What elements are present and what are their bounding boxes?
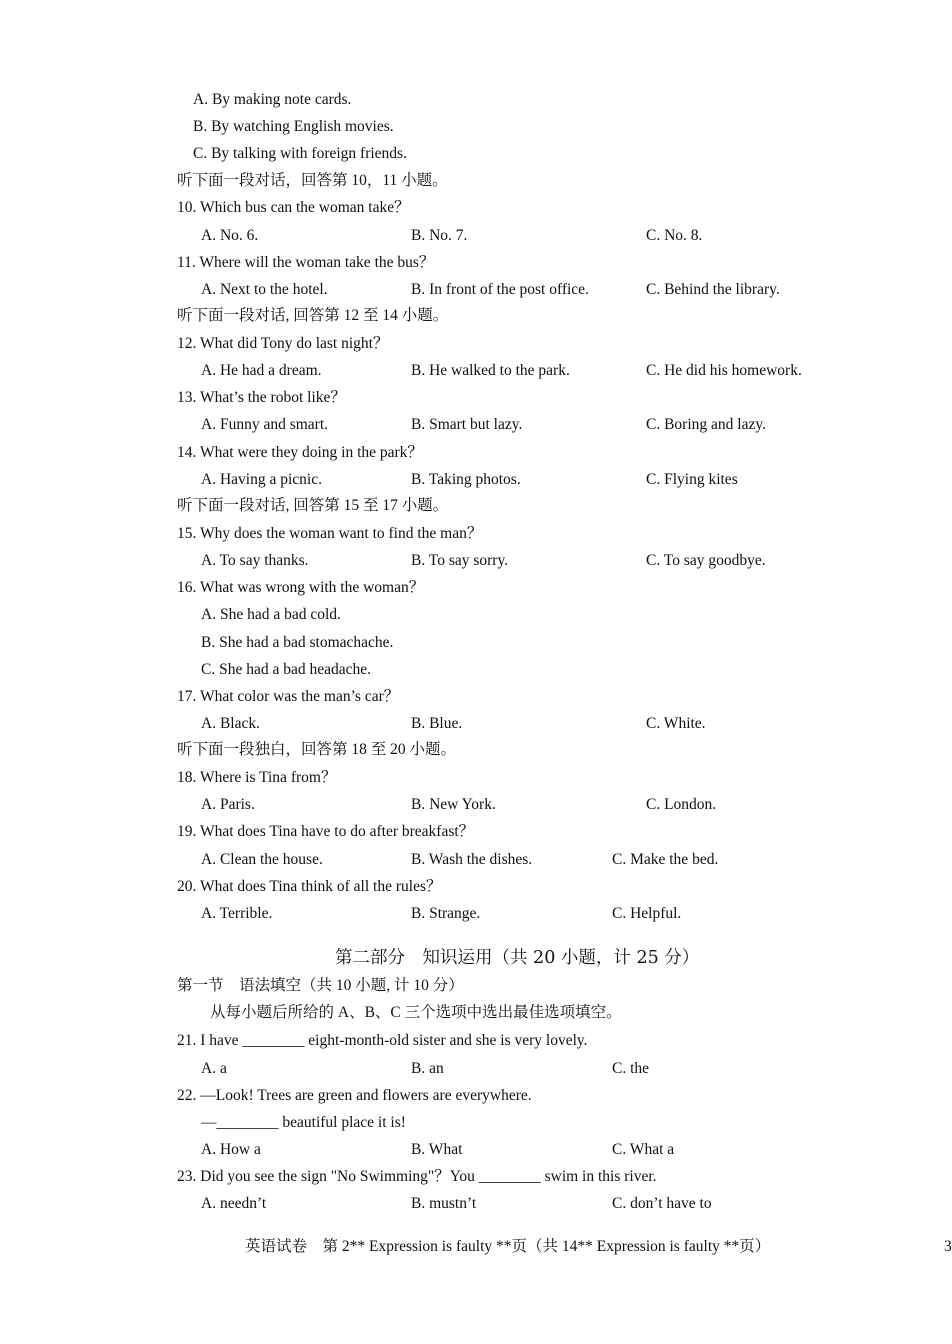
- option-c: C. Behind the library.: [646, 281, 780, 298]
- option-c: C. the: [612, 1060, 650, 1077]
- option-b: B. Taking photos.: [411, 471, 521, 488]
- option-c: C. What a: [612, 1141, 675, 1158]
- option-c: C. London.: [646, 796, 717, 813]
- option-c: C. don’t have to: [612, 1195, 712, 1212]
- option-c: C. Flying kites: [646, 471, 738, 488]
- option-c: C. White.: [646, 715, 706, 732]
- option-a: A. Clean the house.: [201, 851, 323, 868]
- option-b: B. What: [411, 1141, 463, 1158]
- option-c: C. He did his homework.: [646, 362, 802, 379]
- option-c: C. Make the bed.: [612, 851, 719, 868]
- option-a: A. needn’t: [201, 1195, 267, 1212]
- section-instruction: 听下面一段独白，回答第 18 至 20 小题。: [177, 741, 457, 758]
- question-line: 23. Did you see the sign "No Swimming"？You ________ swim in this river.: [177, 1168, 657, 1185]
- option-c: C. Helpful.: [612, 905, 682, 922]
- option-a: A. To say thanks.: [201, 552, 309, 569]
- option-line: C. By talking with foreign friends.: [193, 145, 407, 162]
- option-c: C. No. 8.: [646, 227, 703, 244]
- question-line: 10. Which bus can the woman take？: [177, 199, 410, 216]
- section-instruction: 听下面一段对话，回答第 10，11 小题。: [177, 172, 448, 189]
- page-number: 3: [944, 1238, 952, 1255]
- option-b: B. No. 7.: [411, 227, 468, 244]
- option-line: A. By making note cards.: [193, 91, 352, 108]
- section-instruction: 从每小题后所给的 A、B、C 三个选项中选出最佳选项填空。: [210, 1004, 622, 1021]
- question-line: 17. What color was the man’s car？: [177, 688, 400, 705]
- option-b: B. Blue.: [411, 715, 463, 732]
- option-b: B. an: [411, 1060, 444, 1077]
- question-line: 21. I have ________ eight-month-old sister and she is very lovely.: [177, 1032, 588, 1049]
- option-line: B. By watching English movies.: [193, 118, 394, 135]
- question-line: 15. Why does the woman want to find the man？: [177, 525, 483, 542]
- question-line: 20. What does Tina think of all the rules？: [177, 878, 442, 895]
- option-a: A. a: [201, 1060, 227, 1077]
- option-line: C. She had a bad headache.: [201, 661, 372, 678]
- option-line: B. She had a bad stomachache.: [201, 634, 394, 651]
- question-line: 19. What does Tina have to do after breakfast？: [177, 823, 475, 840]
- option-line: A. She had a bad cold.: [201, 606, 341, 623]
- option-a: A. He had a dream.: [201, 362, 322, 379]
- question-line: 18. Where is Tina from？: [177, 769, 337, 786]
- option-c: C. To say goodbye.: [646, 552, 766, 569]
- option-b: B. Smart but lazy.: [411, 416, 523, 433]
- option-a: A. Having a picnic.: [201, 471, 322, 488]
- option-a: A. Next to the hotel.: [201, 281, 328, 298]
- option-a: A. Paris.: [201, 796, 255, 813]
- option-b: B. mustn’t: [411, 1195, 477, 1212]
- question-line: 12. What did Tony do last night？: [177, 335, 389, 352]
- option-b: B. He walked to the park.: [411, 362, 570, 379]
- option-b: B. Wash the dishes.: [411, 851, 533, 868]
- option-a: A. Terrible.: [201, 905, 273, 922]
- question-line: 22. —Look! Trees are green and flowers are everywhere.: [177, 1087, 532, 1104]
- option-b: B. To say sorry.: [411, 552, 509, 569]
- option-b: B. In front of the post office.: [411, 281, 589, 298]
- option-a: A. Funny and smart.: [201, 416, 329, 433]
- option-a: A. Black.: [201, 715, 260, 732]
- option-a: A. No. 6.: [201, 227, 259, 244]
- question-line: 14. What were they doing in the park？: [177, 444, 423, 461]
- question-line: 16. What was wrong with the woman？: [177, 579, 425, 596]
- question-line: 13. What’s the robot like？: [177, 389, 346, 406]
- option-a: A. How a: [201, 1141, 261, 1158]
- option-b: B. New York.: [411, 796, 496, 813]
- option-c: C. Boring and lazy.: [646, 416, 766, 433]
- part-heading: 第二部分 知识运用（共 20 小题，计 25 分）: [335, 948, 700, 968]
- page-footer: 英语试卷 第 2** Expression is faulty **页（共 14** Expression is faulty **页）: [245, 1238, 771, 1255]
- section-instruction: 听下面一段对话, 回答第 15 至 17 小题。: [177, 497, 449, 514]
- section-heading: 第一节 语法填空（共 10 小题, 计 10 分）: [177, 977, 464, 994]
- question-line: 11. Where will the woman take the bus？: [177, 254, 435, 271]
- section-instruction: 听下面一段对话, 回答第 12 至 14 小题。: [177, 307, 449, 324]
- question-line: —________ beautiful place it is!: [201, 1114, 406, 1131]
- option-b: B. Strange.: [411, 905, 481, 922]
